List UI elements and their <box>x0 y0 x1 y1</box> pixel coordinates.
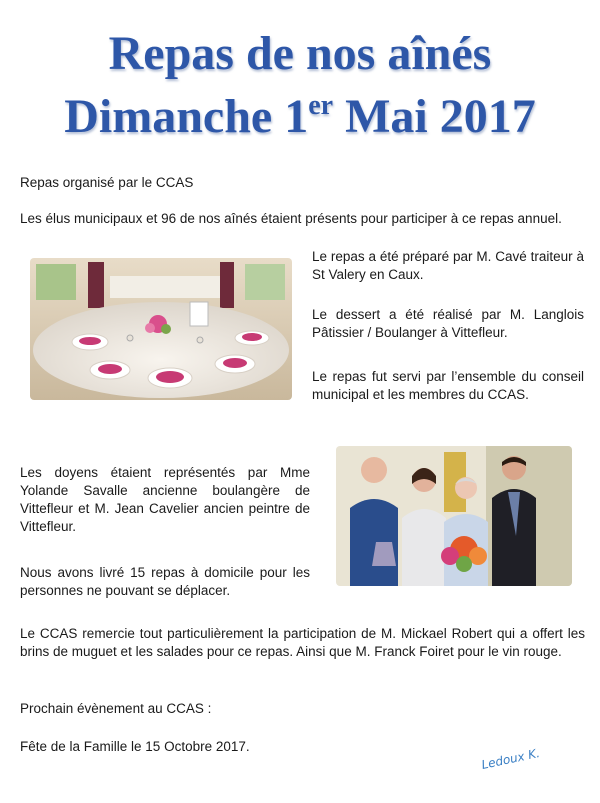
paragraph-doyens: Les doyens étaient représentés par Mme Yolande Savalle ancienne boulangère de Vittefleur et M. Jean Cavelier ancien peintre de Vittefleur. <box>20 465 310 534</box>
paragraph-dessert: Le dessert a été réalisé par M. Langlois Pâtissier / Boulanger à Vittefleur. <box>312 307 584 340</box>
banquet-table-image <box>30 258 292 400</box>
paragraph-prochain: Prochain évènement au CCAS : <box>20 701 212 716</box>
paragraph-fete: Fête de la Famille le 15 Octobre 2017. <box>20 739 250 754</box>
doyens-group-photo <box>336 446 572 586</box>
title-date-part-a: Dimanche 1 <box>64 90 309 143</box>
title-line-1: Repas de nos aînés <box>108 27 492 80</box>
banquet-table-photo <box>30 258 292 400</box>
paragraph-organise: Repas organisé par le CCAS <box>20 175 194 190</box>
paragraph-elus: Les élus municipaux et 96 de nos aînés étaient présents pour participer à ce repas annuel. <box>20 211 562 226</box>
title-line-2 <box>0 92 600 141</box>
paragraph-remercie: Le CCAS remercie tout particulièrement la participation de M. Mickael Robert qui a offert les brins de muguet et les salades pour ce repas. Ainsi que M. Franck Foiret pour le vin rouge. <box>20 626 585 659</box>
paragraph-servi: Le repas fut servi par l’ensemble du conseil municipal et les membres du CCAS. <box>312 369 584 402</box>
title-date-part-b: Mai 2017 <box>333 90 536 143</box>
signature: Ledoux K. <box>480 745 542 773</box>
paragraph-livre: Nous avons livré 15 repas à domicile pour les personnes ne pouvant se déplacer. <box>20 565 310 598</box>
title-date-superscript: er <box>308 90 334 121</box>
paragraph-prepare: Le repas a été préparé par M. Cavé traiteur à St Valery en Caux. <box>312 249 584 282</box>
doyens-group-image <box>336 446 572 586</box>
